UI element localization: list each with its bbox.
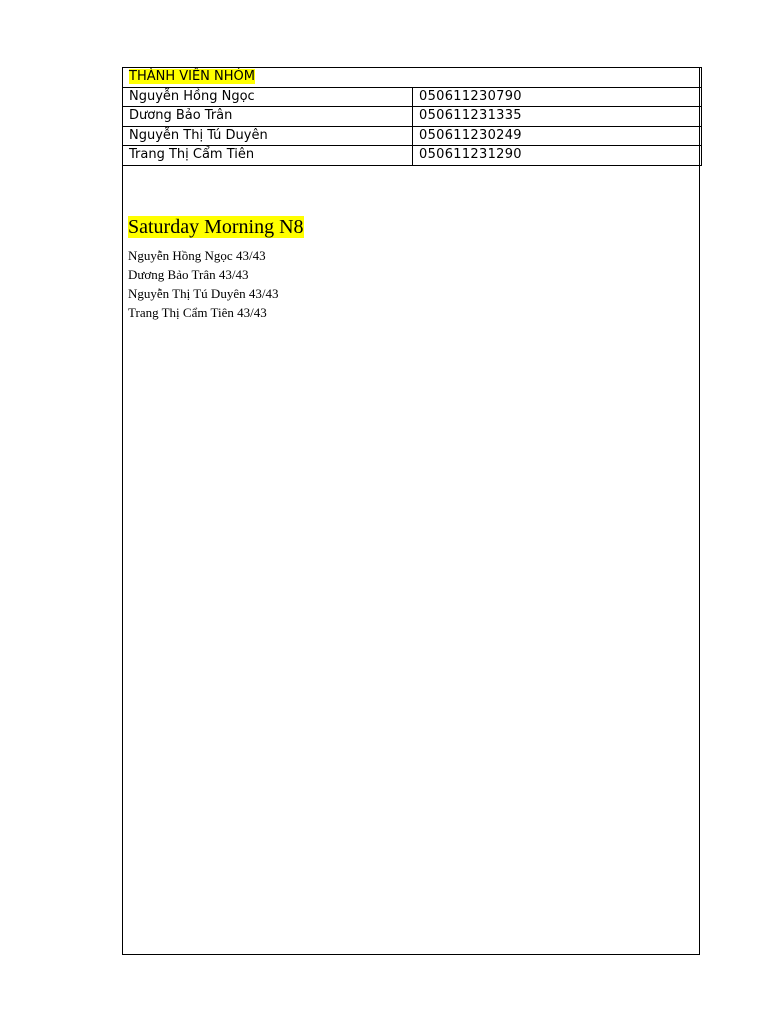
members-header-row — [123, 68, 702, 88]
member-name: Trang Thị Cẩm Tiên — [123, 146, 413, 166]
list-item: Trang Thị Cẩm Tiên 43/43 — [128, 305, 267, 320]
member-name: Dương Bảo Trân — [123, 107, 413, 127]
members-header-cell — [123, 68, 702, 88]
table-row — [123, 146, 702, 166]
score-list — [128, 246, 278, 322]
member-student-id: 050611231335 — [413, 107, 702, 127]
list-item: Nguyễn Thị Tú Duyên 43/43 — [128, 286, 279, 301]
session-title-text: Saturday Morning N8 — [128, 216, 304, 238]
members-table — [122, 67, 702, 166]
list-item: Nguyễn Hồng Ngọc 43/43 — [128, 248, 266, 263]
members-header: THÀNH VIÊN NHÓM — [129, 69, 255, 85]
page-frame — [122, 67, 700, 955]
table-row — [123, 107, 702, 127]
list-item: Dương Bảo Trân 43/43 — [128, 267, 249, 282]
member-student-id: 050611230790 — [413, 87, 702, 107]
table-row — [123, 87, 702, 107]
session-title — [128, 214, 304, 240]
table-row — [123, 126, 702, 146]
member-name: Nguyễn Thị Tú Duyên — [123, 126, 413, 146]
member-student-id: 050611231290 — [413, 146, 702, 166]
member-name: Nguyễn Hồng Ngọc — [123, 87, 413, 107]
member-student-id: 050611230249 — [413, 126, 702, 146]
